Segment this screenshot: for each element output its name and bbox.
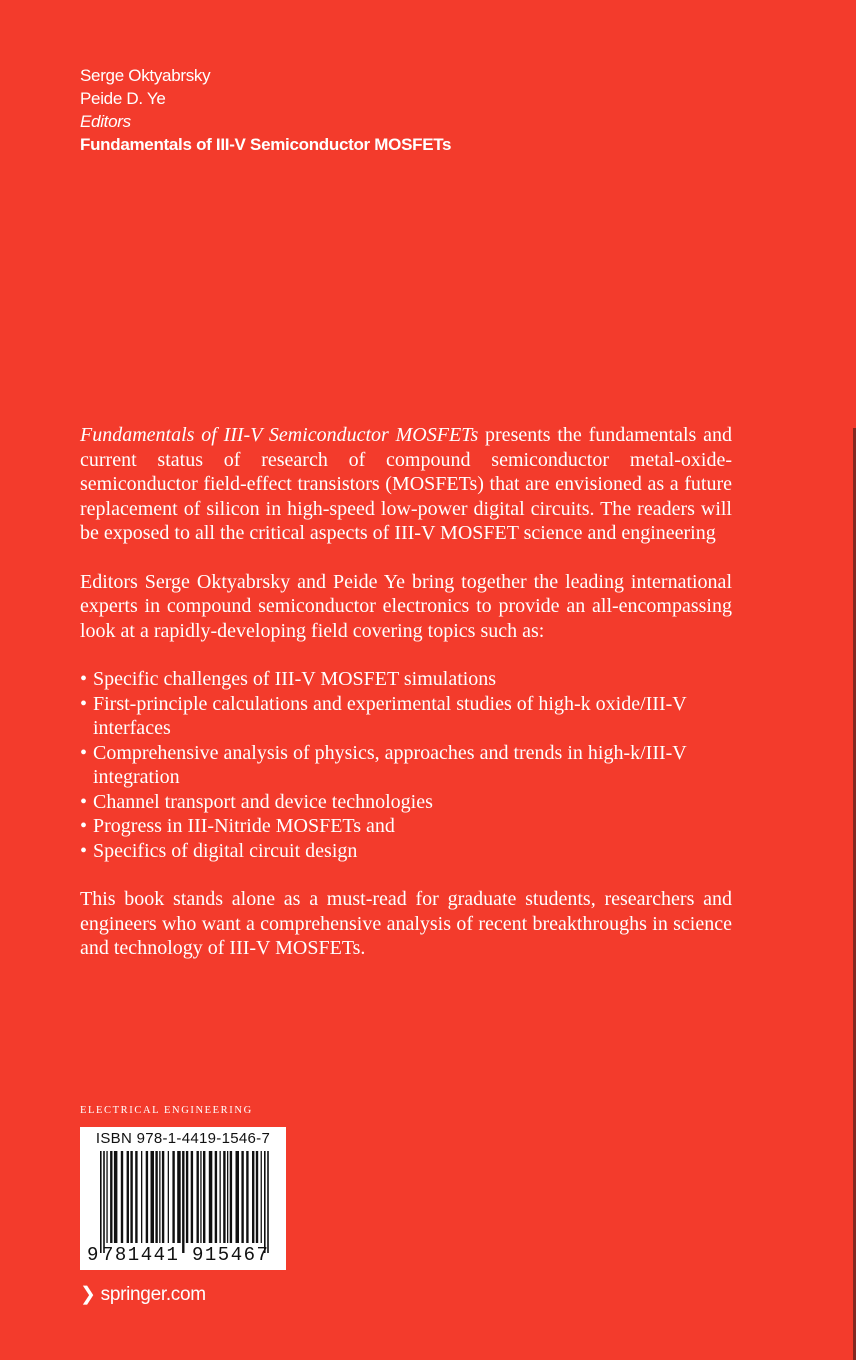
topic-item: • Specific challenges of III-V MOSFET simulations (80, 668, 497, 690)
description-paragraph: Editors Serge Oktyabrsky and Peide Ye bring together the leading international experts in compound semiconductor electronics to provide an all-encompassing look at a rapidly-developing field covering topics such as: (80, 570, 732, 642)
topics-list (80, 667, 732, 863)
book-description (80, 423, 732, 961)
publisher-link[interactable] (80, 1283, 206, 1306)
topic-item: • Channel transport and device technologies (80, 790, 433, 813)
bullet-icon: • (80, 668, 88, 690)
description-title: Fundamentals of III-V Semiconductor MOSFETs (80, 424, 479, 446)
bullet-icon: • (80, 741, 88, 764)
topic-item: • First-principle calculations and experimental studies of high-k oxide/III-V interfaces (80, 692, 687, 739)
isbn-barcode (80, 1127, 286, 1270)
barcode-digits-left: 781441 (102, 1244, 180, 1266)
subject-category: ELECTRICAL ENGINEERING (80, 1105, 253, 1116)
editors-role: Editors (80, 112, 131, 131)
editor-name: Serge Oktyabrsky (80, 66, 211, 85)
chevron-right-icon: ❯ (80, 1284, 96, 1305)
topic-item: • Comprehensive analysis of physics, approaches and trends in high-k/III-V integration (80, 741, 687, 788)
editors-block (80, 64, 451, 156)
description-paragraph: Fundamentals of III-V Semiconductor MOSFETs presents the fundamentals and current status of research of compound semiconductor metal-oxide-semiconductor field-effect transistors (MOSFETs) that are envisioned as a future replacement of silicon in high-speed low-power digital circuits. The readers will be exposed to all the critical aspects of III-V MOSFET science and engineering (80, 424, 732, 544)
bullet-icon: • (80, 839, 88, 862)
description-paragraph: This book stands alone as a must-read for graduate students, researchers and engineers who want a comprehensive analysis of recent breakthroughs in science and technology of III-V MOSFETs. (80, 888, 732, 959)
topic-item: • Progress in III-Nitride MOSFETs and (80, 815, 395, 837)
bullet-icon: • (80, 790, 88, 813)
editor-name: Peide D. Ye (80, 89, 166, 108)
book-title: Fundamentals of III-V Semiconductor MOSFETs (80, 135, 452, 154)
isbn-label: ISBN 978-1-4419-1546-7 (95, 1130, 271, 1147)
topic-item: • Specifics of digital circuit design (80, 839, 358, 862)
bullet-icon: • (80, 692, 88, 715)
website-label: springer.com (100, 1284, 206, 1305)
barcode-digits-right: 915467 (192, 1244, 270, 1266)
barcode-digit-first: 9 (87, 1244, 99, 1266)
bullet-icon: • (80, 815, 88, 837)
